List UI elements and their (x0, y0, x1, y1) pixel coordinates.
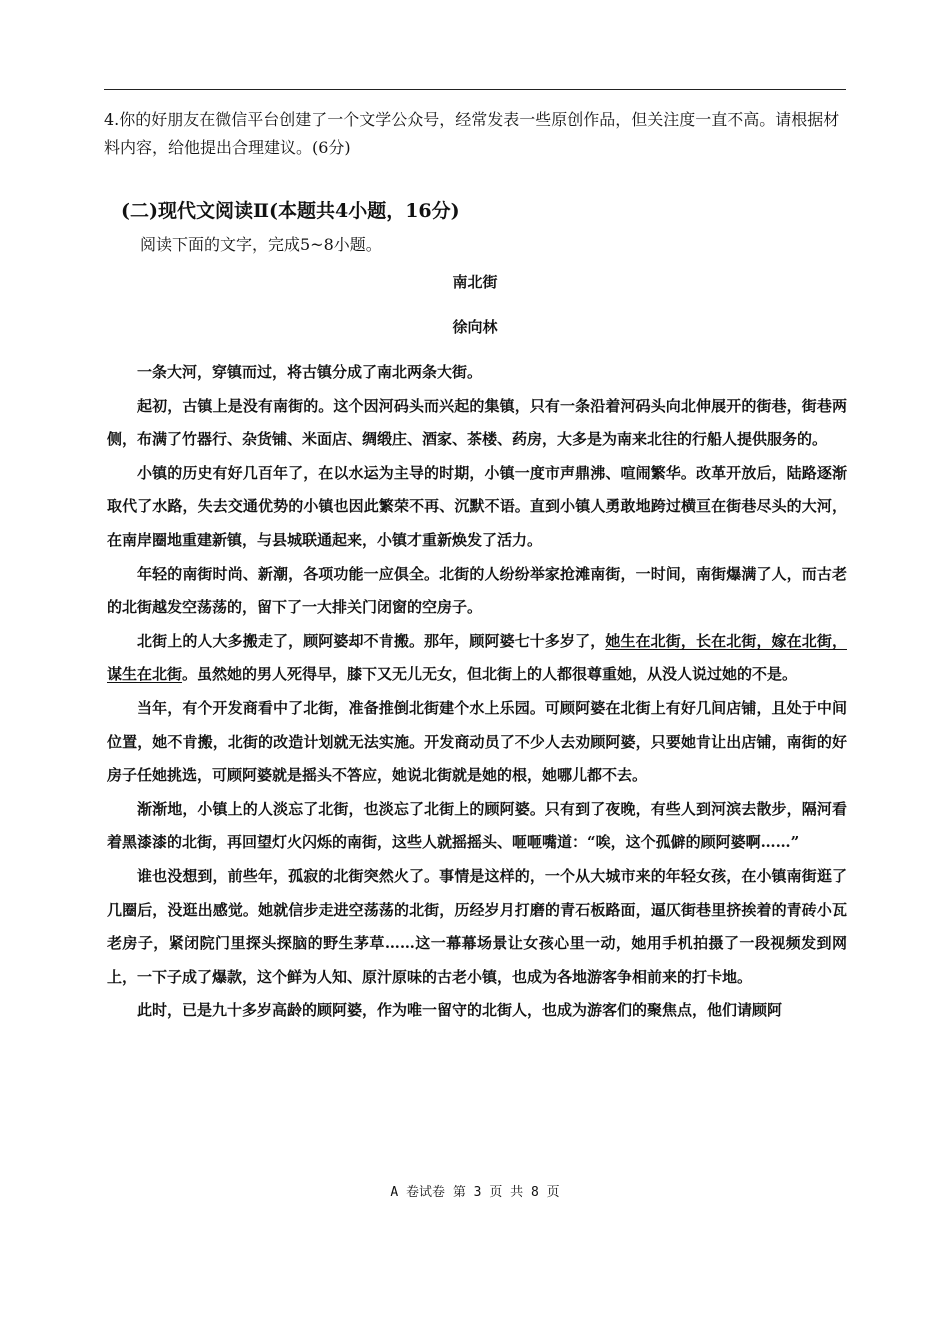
article-paragraph: 年轻的南街时尚、新潮，各项功能一应俱全。北街的人纷纷举家抢滩南街，一时间，南街爆满了人，而古老的北街越发空荡荡的，留下了一大排关门闭窗的空房子。 (107, 564, 847, 617)
article-paragraph: 当年，有个开发商看中了北街，准备推倒北街建个水上乐园。可顾阿婆在北街上有好几间店铺，且处于中间位置，她不肯搬，北街的改造计划就无法实施。开发商动员了不少人去劝顾阿婆，只要她肯让出店铺，南街的好房子任她挑选，可顾阿婆就是摇头不答应，她说北街就是她的根，她哪儿都不去。 (107, 698, 847, 785)
article-body (107, 356, 847, 1028)
article-paragraph: 一条大河，穿镇而过，将古镇分成了南北两条大街。 (137, 363, 483, 381)
article-paragraph: 谁也没想到，前些年，孤寂的北街突然火了。事情是这样的，一个从大城市来的年轻女孩，在小镇南街逛了几圈后，没逛出感觉。她就信步走进空荡荡的北街，历经岁月打磨的青石板路面，逼仄街巷里挤挨着的青砖小瓦老房子，紧闭院门里探头探脑的野生茅草……这一幕幕场景让女孩心里一动，她用手机拍摄了一段视频发到网上，一下子成了爆款，这个鲜为人知、原汁原味的古老小镇，也成为各地游客争相前来的打卡地。 (107, 866, 847, 986)
article-paragraph: 起初，古镇上是没有南街的。这个因河码头而兴起的集镇，只有一条沿着河码头向北伸展开的街巷，街巷两侧，布满了竹器行、杂货铺、米面店、绸缎庄、酒家、茶楼、药房，大多是为南来北往的行船人提供服务的。 (107, 396, 847, 449)
article-title: 南北街 (452, 273, 498, 291)
article-paragraph: 小镇的历史有好几百年了，在以水运为主导的时期，小镇一度市声鼎沸、喧闹繁华。改革开放后，陆路逐渐取代了水路，失去交通优势的小镇也因此繁荣不再、沉默不语。直到小镇人勇敢地跨过横亘在街巷尽头的大河，在南岸圈地重建新镇，与县城联通起来，小镇才重新焕发了活力。 (107, 463, 847, 549)
article-paragraph: 此时，已是九十多岁高龄的顾阿婆，作为唯一留守的北街人，也成为游客们的聚焦点，他们请顾阿 (137, 1001, 783, 1020)
underlined-sentence: 她生在北街，长在北街，嫁在北街，谋生在北街 (107, 631, 847, 684)
paragraph-text: 北街上的人大多搬走了，顾阿婆却不肯搬。那年，顾阿婆七十多岁了， (137, 631, 606, 650)
article-paragraph-underlined (107, 625, 847, 692)
paragraph-text: 。虽然她的男人死得早，膝下又无儿无女，但北街上的人都很尊重她，从没人说过她的不是。 (182, 665, 798, 684)
section-title: (二)现代文阅读Ⅱ(本题共4小题，16分) (121, 200, 460, 222)
question-4: 4.你的好朋友在微信平台创建了一个文学公众号，经常发表一些原创作品，但关注度一直不高。请根据材料内容，给他提出合理建议。(6分) (104, 110, 840, 157)
top-rule (104, 89, 846, 90)
article-author: 徐向林 (452, 318, 498, 336)
article-paragraph: 渐渐地，小镇上的人淡忘了北街，也淡忘了北街上的顾阿婆。只有到了夜晚，有些人到河滨去散步，隔河看着黑漆漆的北街，再回望灯火闪烁的南街，这些人就摇摇头、咂咂嘴道：“唉，这个孤僻的顾阿婆啊……” (107, 799, 847, 852)
section-instruction: 阅读下面的文字，完成5~8小题。 (140, 235, 382, 254)
page-footer: A 卷试卷 第 3 页 共 8 页 (390, 1185, 560, 1200)
